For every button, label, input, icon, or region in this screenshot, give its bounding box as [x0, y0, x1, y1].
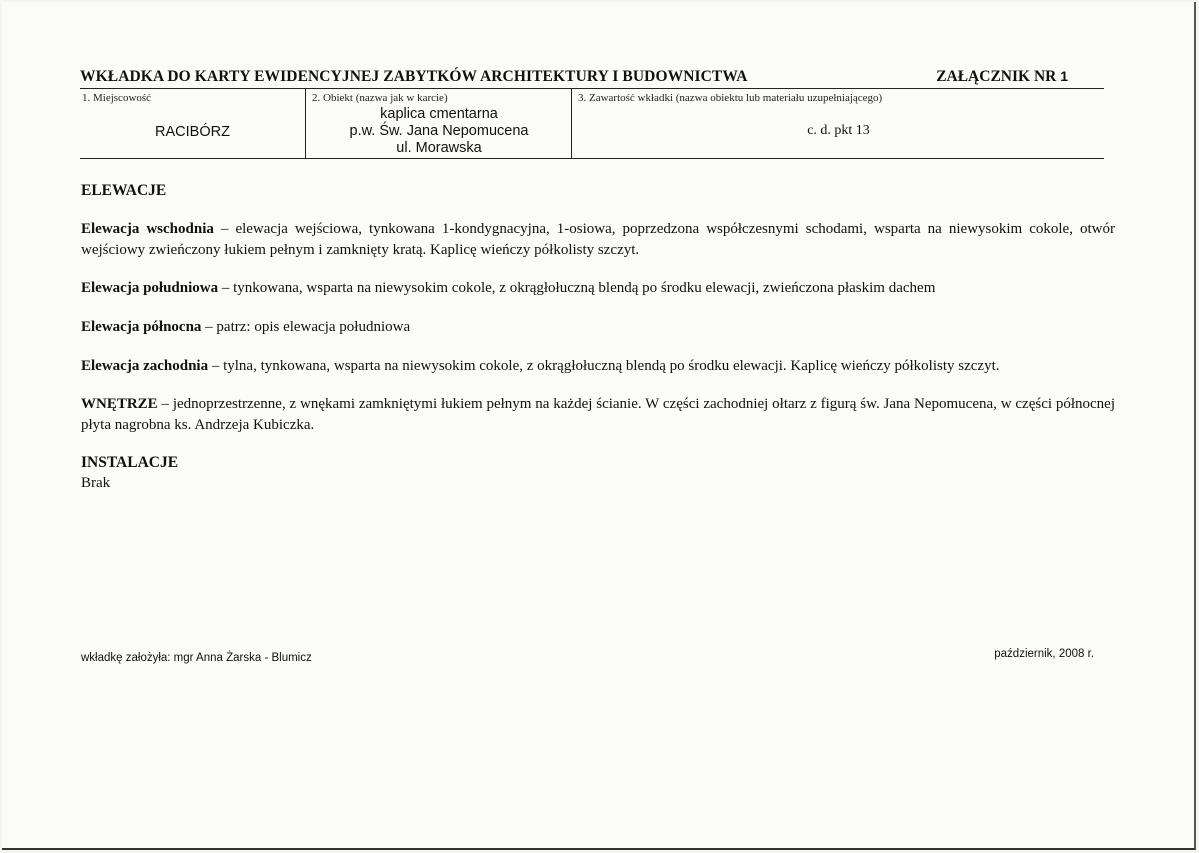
object-line: kaplica cmentarna: [380, 106, 498, 122]
object-label: 2. Obiekt (nazwa jak w karcie): [312, 92, 448, 104]
author-note: wkładkę założyła: mgr Anna Żarska - Blumicz: [81, 652, 312, 664]
locality-cell: [80, 89, 305, 158]
date-note: październik, 2008 r.: [994, 648, 1094, 660]
elevations-heading: ELEWACJE: [81, 182, 167, 199]
document-page: [2, 2, 1196, 850]
object-cell: [305, 89, 572, 158]
content-value: c. d. pkt 13: [807, 123, 870, 138]
content-label: 3. Zawartość wkładki (nazwa obiektu lub materiału uzupełniającego): [578, 92, 883, 104]
annex-label-text: ZAŁĄCZNIK NR: [936, 68, 1057, 85]
header-table: [80, 89, 1104, 159]
annex-label: [936, 68, 1068, 86]
interior-paragraph: [81, 394, 1115, 436]
north-elevation-paragraph: [81, 317, 1115, 338]
title-row: [80, 68, 1104, 89]
interior-text: – jednoprzestrzenne, z wnękami zamkniętymi łukiem pełnym na każdej ścianie. W części zachodniej ołtarz z figurą św. Jana Nepomucena, w części północnej płyta nagrobna ks. Andrzeja Kubiczka.: [81, 396, 1115, 433]
east-elevation-paragraph: [81, 219, 1115, 261]
north-elevation-title: Elewacja północna: [81, 319, 202, 335]
annex-number: 1: [1060, 68, 1068, 84]
east-elevation-text: – elewacja wejściowa, tynkowana 1-kondygnacyjna, 1-osiowa, poprzedzona współczesnymi schodami, wsparta na niewysokim cokole, otwór wejściowy zwieńczony łukiem pełnym i zamknięty kratą. Kaplicę wieńczy półkolisty szczyt.: [81, 221, 1115, 258]
object-line: p.w. Św. Jana Nepomucena: [349, 123, 529, 139]
object-line: ul. Morawska: [396, 140, 482, 156]
content-cell: [571, 89, 1105, 158]
locality-label: 1. Miejscowość: [82, 92, 152, 104]
south-elevation-text: – tynkowana, wsparta na niewysokim cokole, z okrągłołuczną blendą po środku elewacji, zwieńczona płaskim dachem: [218, 280, 936, 296]
south-elevation-paragraph: [81, 278, 1115, 299]
west-elevation-text: – tylna, tynkowana, wsparta na niewysokim cokole, z okrągłołuczną blendą po środku elewacji. Kaplicę wieńczy półkolisty szczyt.: [208, 358, 1000, 374]
south-elevation-title: Elewacja południowa: [81, 280, 219, 296]
west-elevation-title: Elewacja zachodnia: [81, 358, 209, 374]
locality-value: RACIBÓRZ: [155, 124, 230, 140]
document-body: [81, 180, 1115, 494]
east-elevation-title: Elewacja wschodnia: [81, 221, 214, 237]
document-title: WKŁADKA DO KARTY EWIDENCYJNEJ ZABYTKÓW ARCHITEKTURY I BUDOWNICTWA: [80, 68, 748, 85]
north-elevation-text: – patrz: opis elewacja południowa: [201, 319, 411, 335]
installations-text: Brak: [81, 475, 111, 491]
interior-title: WNĘTRZE: [81, 396, 158, 412]
object-value: [306, 106, 572, 157]
installations-heading: INSTALACJE: [81, 454, 179, 471]
west-elevation-paragraph: [81, 356, 1115, 377]
